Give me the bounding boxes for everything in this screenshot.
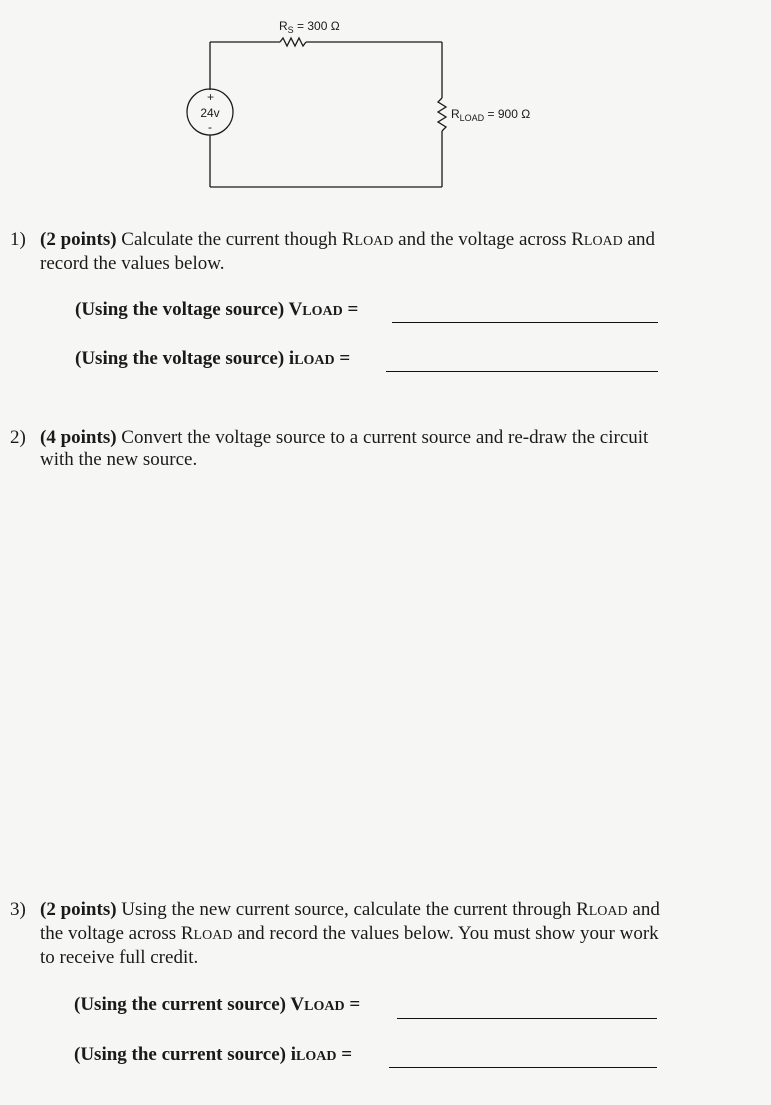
answer-blank-iload-1[interactable] <box>386 371 658 372</box>
rload-label: $R_{LOAD} = 900$ Ω <box>451 107 531 123</box>
text-run: Using the new current source, calculate the current through R <box>116 899 589 920</box>
question-number: 2) <box>10 427 26 448</box>
answer-prefix: (Using the voltage source) <box>75 348 289 369</box>
answer-var: V <box>290 994 305 1015</box>
subscript: LOAD <box>588 904 628 919</box>
answer-blank-iload-2[interactable] <box>389 1067 657 1068</box>
circuit-diagram <box>180 10 580 195</box>
source-label: 24v <box>200 106 220 120</box>
answer-sub: LOAD <box>304 999 345 1014</box>
drawing-area[interactable] <box>40 490 740 880</box>
resistor-rload-icon <box>438 98 446 131</box>
question-text <box>40 427 648 471</box>
source-plus: + <box>207 90 215 104</box>
answer-iload-voltage-source <box>75 348 350 370</box>
source-minus: - <box>208 120 212 134</box>
answer-eq: = <box>344 994 361 1015</box>
text-run: record the values below. <box>40 253 225 274</box>
answer-sub: LOAD <box>302 304 343 319</box>
answer-prefix: (Using the voltage source) <box>75 299 289 320</box>
answer-iload-current-source <box>74 1044 352 1066</box>
question-text <box>40 229 655 275</box>
question-1 <box>10 229 750 279</box>
answer-vload-current-source <box>74 994 360 1016</box>
text-run: to receive full credit. <box>40 947 199 968</box>
answer-vload-voltage-source <box>75 299 358 321</box>
answer-blank-vload-1[interactable] <box>392 322 658 323</box>
text-run: and <box>622 229 655 250</box>
question-points: (2 points) <box>40 229 117 250</box>
subscript: LOAD <box>193 928 233 943</box>
answer-prefix: (Using the current source) <box>74 994 291 1015</box>
subscript: LOAD <box>583 234 623 249</box>
question-points: (4 points) <box>40 427 117 448</box>
text-run: Calculate the current though R <box>116 229 355 250</box>
subscript: LOAD <box>354 234 394 249</box>
text-run: the voltage across R <box>40 923 194 944</box>
text-run: and <box>627 899 660 920</box>
answer-var: i <box>288 348 295 369</box>
answer-eq: = <box>342 299 359 320</box>
answer-eq: = <box>336 1044 353 1065</box>
answer-blank-vload-2[interactable] <box>397 1018 657 1019</box>
question-3 <box>10 899 760 969</box>
answer-sub: LOAD <box>296 1049 337 1064</box>
text-run: with the new source. <box>40 449 198 470</box>
answer-eq: = <box>334 348 351 369</box>
question-2 <box>10 427 760 477</box>
answer-var: V <box>288 299 303 320</box>
answer-var: i <box>290 1044 296 1065</box>
question-number: 1) <box>10 229 26 250</box>
text-run: and record the values below. You must show your work <box>232 923 659 944</box>
answer-prefix: (Using the current source) <box>74 1044 291 1065</box>
rs-label: $R_S = 300$ Ω <box>279 19 340 35</box>
question-number: 3) <box>10 899 26 920</box>
answer-sub: LOAD <box>294 353 335 368</box>
question-points: (2 points) <box>40 899 117 920</box>
question-text <box>40 899 660 969</box>
text-run: and the voltage across R <box>393 229 584 250</box>
text-run: Convert the voltage source to a current source and re-draw the circuit <box>116 427 649 448</box>
resistor-rs-icon <box>280 38 306 46</box>
